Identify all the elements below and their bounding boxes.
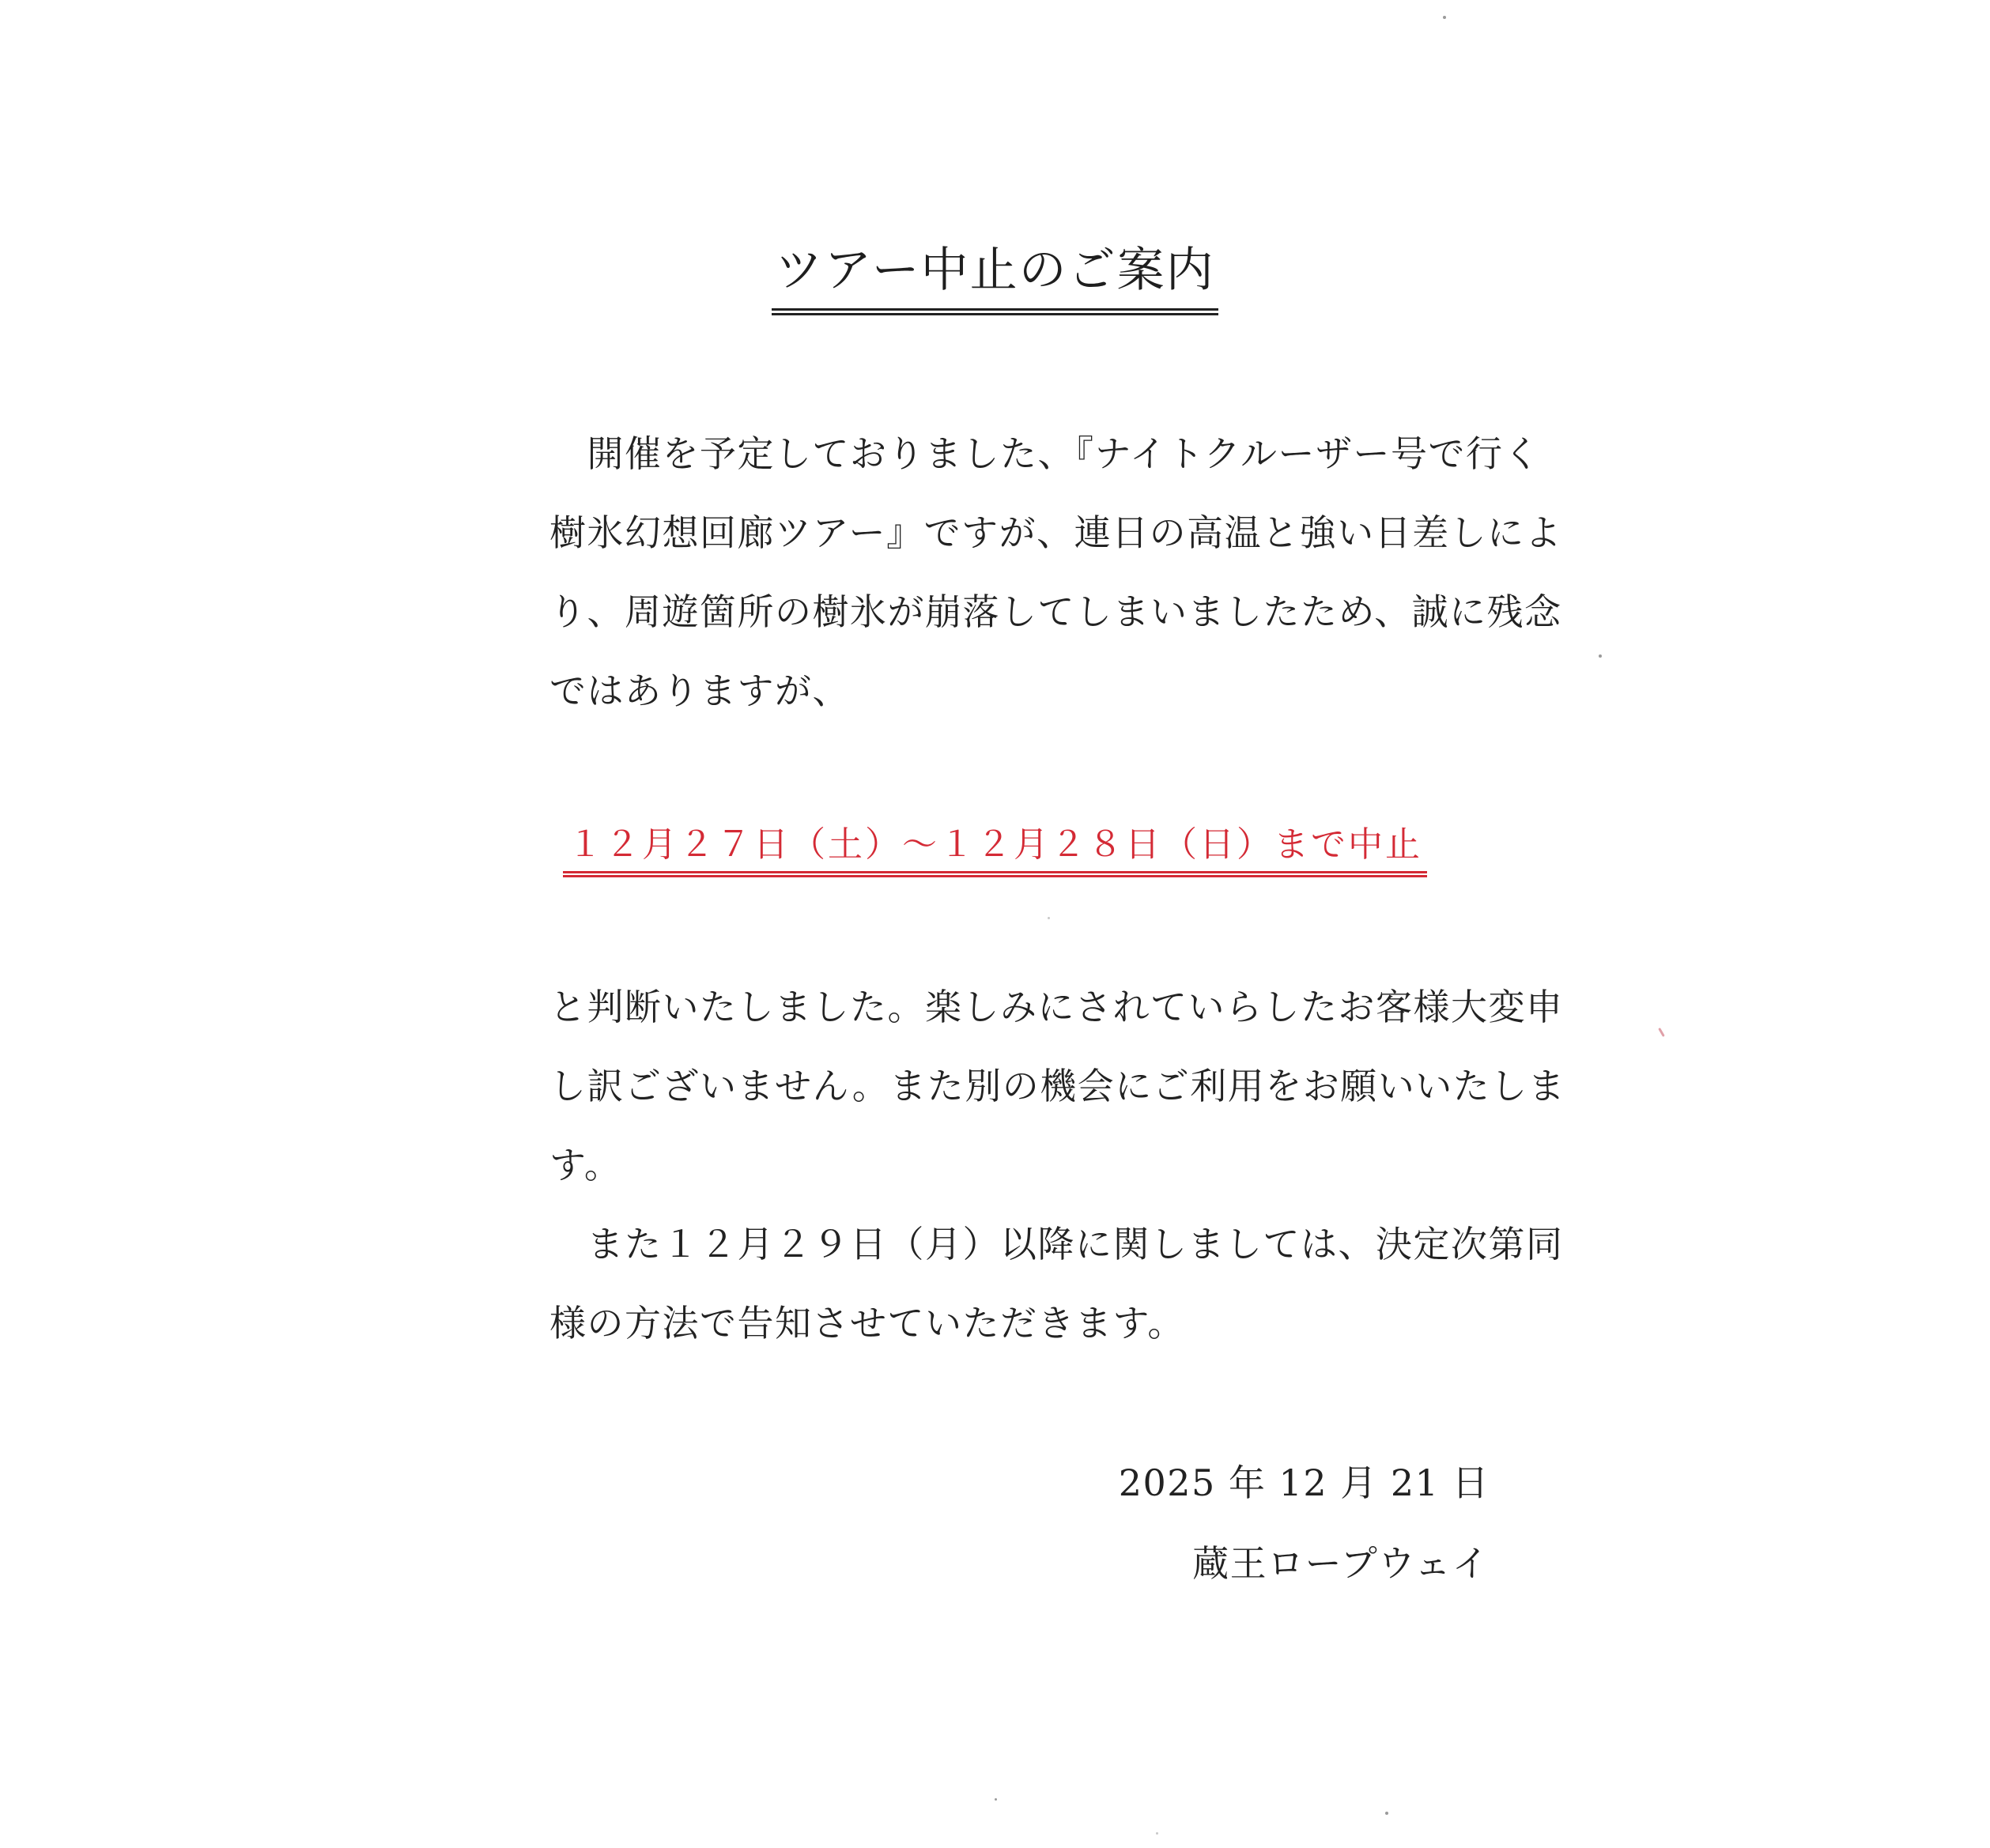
paragraph-line: 開催を予定しておりました、『ナイトクルーザー号で行く: [549, 432, 1541, 475]
scan-speck: [1443, 16, 1446, 19]
paragraph-line: り、周遊箇所の樹氷が崩落してしまいましたため、誠に残念: [549, 590, 1562, 633]
paragraph-line: し訳ございません。また別の機会にご利用をお願いいたしま: [549, 1065, 1566, 1107]
paragraph-line: 様の方法で告知させていただきます。: [549, 1302, 1185, 1345]
scan-speck: [1385, 1812, 1388, 1815]
scan-speck: [1658, 1028, 1665, 1037]
paragraph-line: 樹氷幻想回廊ツアー』ですが、連日の高温と強い日差しによ: [549, 511, 1563, 554]
cancellation-period-container: [0, 822, 1990, 877]
issue-date: 2025 年 12 月 21 日: [1118, 1461, 1490, 1504]
scan-speck: [995, 1798, 997, 1801]
paragraph-line: また１２月２９日（月）以降に関しましては、決定次第同: [549, 1223, 1564, 1265]
paragraph-line: と判断いたしました。楽しみにされていらしたお客様大変申: [549, 986, 1564, 1028]
page-title: ツアー中止のご案内: [772, 237, 1218, 315]
paragraph-line: ではありますが、: [549, 669, 850, 712]
scan-speck: [1048, 917, 1050, 919]
scan-speck: [1156, 1832, 1158, 1835]
organization-name: 蔵王ロープウェイ: [1192, 1542, 1490, 1585]
cancellation-period: １２月２７日（土）～１２月２８日（日）まで中止: [563, 822, 1427, 877]
scan-speck: [1599, 654, 1602, 658]
paragraph-line: す。: [549, 1144, 622, 1186]
title-container: [0, 237, 1990, 315]
